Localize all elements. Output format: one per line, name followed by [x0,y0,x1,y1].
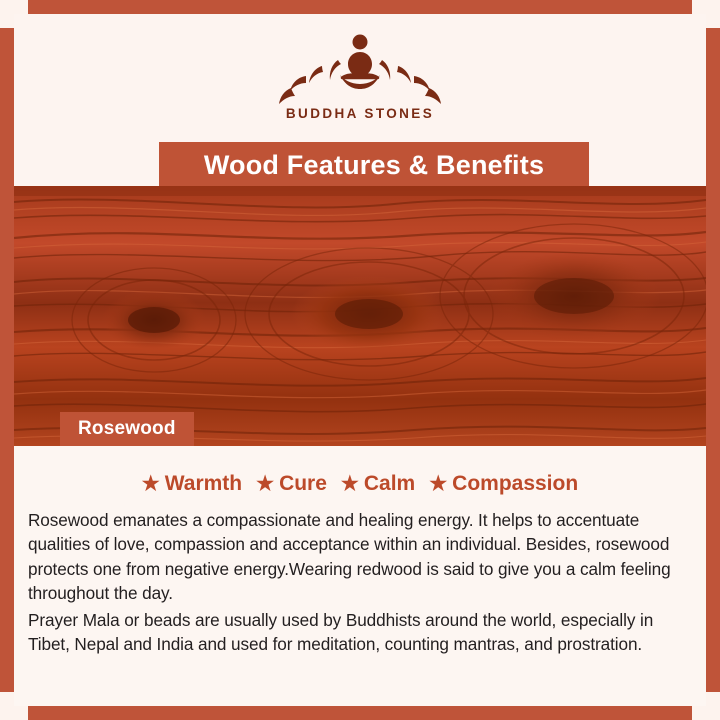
star-icon: ★ [256,473,275,495]
benefit-label: Compassion [452,472,579,495]
lotus-meditation-icon [275,26,445,104]
header-section [14,14,706,186]
hero-label: Rosewood [60,412,194,446]
benefits-list [14,446,706,496]
benefit-label: Warmth [164,472,243,495]
benefit-item [256,472,327,496]
star-icon: ★ [429,473,448,495]
description-paragraph-1: Rosewood emanates a compassionate and healing energy. It helps to accentuate qualities of love, compassion and acceptance within an individual. Besides, rosewood protects one from negative energy.Wearing redwood is said to give you a calm feeling throughout the day. [28,510,671,604]
page-title: Wood Features & Benefits [203,149,545,180]
page-title-band [159,142,589,188]
rosewood-grain-texture [14,186,706,446]
description-text [14,496,706,657]
description-panel [14,446,706,706]
description-paragraph-2: Prayer Mala or beads are usually used by Buddhists around the world, especially in Tibet, Nepal and India and used for meditation, counting mantras, and prostration. [28,609,654,655]
benefit-label: Calm [363,472,416,495]
hero-image [14,186,706,446]
brand-name: BUDDHA STONES [285,106,435,121]
brand-logo [14,26,706,121]
benefit-item [142,472,242,496]
benefit-item [341,472,415,496]
star-icon: ★ [340,473,359,495]
benefit-label: Cure [279,472,327,495]
benefit-item [429,472,578,496]
star-icon: ★ [141,473,160,495]
